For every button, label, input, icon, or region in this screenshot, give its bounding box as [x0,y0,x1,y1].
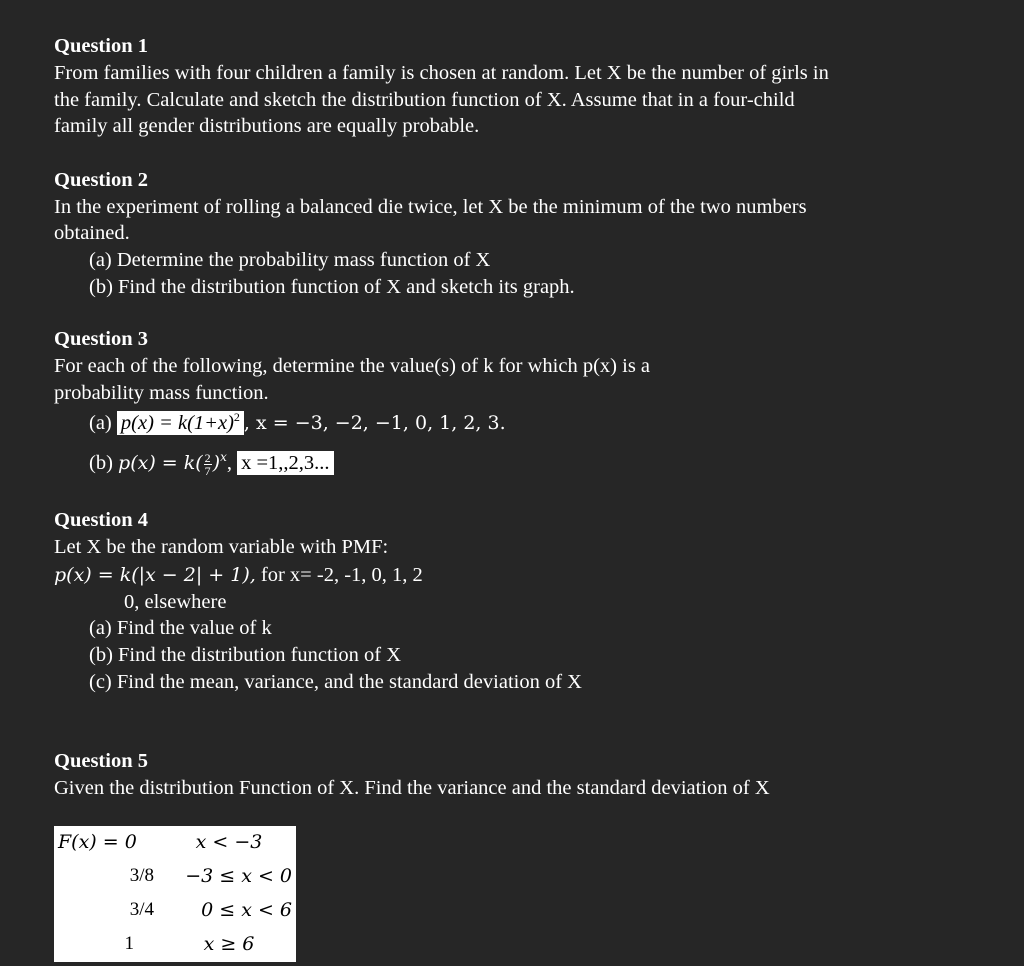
question-2-part-b: (b) Find the distribution function of X and sketch its graph. [89,276,575,298]
part-b-separator: , [226,452,232,474]
question-4-part-c: (c) Find the mean, variance, and the standard deviation of X [89,671,582,693]
cdf-value: F(x) = 0 [58,831,137,853]
part-b-range: x =1,,2,3... [241,452,330,474]
question-3-text-line: probability mass function. [54,382,269,404]
cdf-table [54,826,296,962]
part-a-formula-box [117,411,244,435]
cdf-value: 3/4 [129,899,154,920]
part-b-fraction [204,452,212,477]
cdf-row [54,930,296,958]
question-4-pmf [54,562,423,589]
question-2-text-line: obtained. [54,222,130,244]
part-a-exponent: 2 [233,410,240,425]
cdf-condition: x < −3 [195,831,263,853]
cdf-row [54,896,296,924]
pmf-domain: for x= -2, -1, 0, 1, 2 [255,564,423,586]
question-4-part-a: (a) Find the value of k [89,617,272,639]
part-b-label: (b) [89,452,113,474]
cdf-condition: x ≥ 6 [203,933,255,955]
question-4-title: Question 4 [54,509,148,531]
part-b-range-box [237,451,333,475]
question-5-title: Question 5 [54,750,148,772]
question-3-title: Question 3 [54,328,148,350]
part-b-formula-post: ) [212,452,221,474]
question-1-text-line: the family. Calculate and sketch the distribution function of X. Assume that in a four-child [54,89,795,111]
part-b-formula-pre: p(x) = k( [118,452,203,474]
question-3-part-b [89,450,334,477]
question-2-text-line: In the experiment of rolling a balanced die twice, let X be the minimum of the two numbers [54,196,807,218]
cdf-value: 3/8 [129,865,154,886]
pmf-elsewhere: 0, elsewhere [124,591,227,613]
cdf-row [54,828,296,856]
question-1-text-line: From families with four children a family is chosen at random. Let X be the number of girls in [54,62,829,84]
cdf-row [54,862,296,890]
part-a-formula: p(x) = k(1+x) [120,412,234,434]
question-2-title: Question 2 [54,169,148,191]
question-4-part-b: (b) Find the distribution function of X [89,644,402,666]
part-a-label: (a) [89,412,112,434]
part-b-exponent: x [220,450,227,465]
question-5-text: Given the distribution Function of X. Find the variance and the standard deviation of X [54,777,770,799]
cdf-value: 1 [124,933,134,954]
part-a-range: , x = −3, −2, −1, 0, 1, 2, 3. [243,412,506,434]
question-1-text-line: family all gender distributions are equally probable. [54,115,480,137]
question-1-title: Question 1 [54,35,148,57]
question-3-text-line: For each of the following, determine the value(s) of k for which p(x) is a [54,355,651,377]
question-3-part-a [89,410,506,437]
pmf-formula: p(x) = k(|x − 2| + 1), [54,564,256,586]
question-4-intro: Let X be the random variable with PMF: [54,536,389,558]
question-2-part-a: (a) Determine the probability mass function of X [89,249,491,271]
cdf-condition: 0 ≤ x < 6 [201,899,292,921]
cdf-condition: −3 ≤ x < 0 [185,865,292,887]
fraction-denominator: 7 [204,463,211,478]
fraction-numerator: 2 [204,450,211,465]
